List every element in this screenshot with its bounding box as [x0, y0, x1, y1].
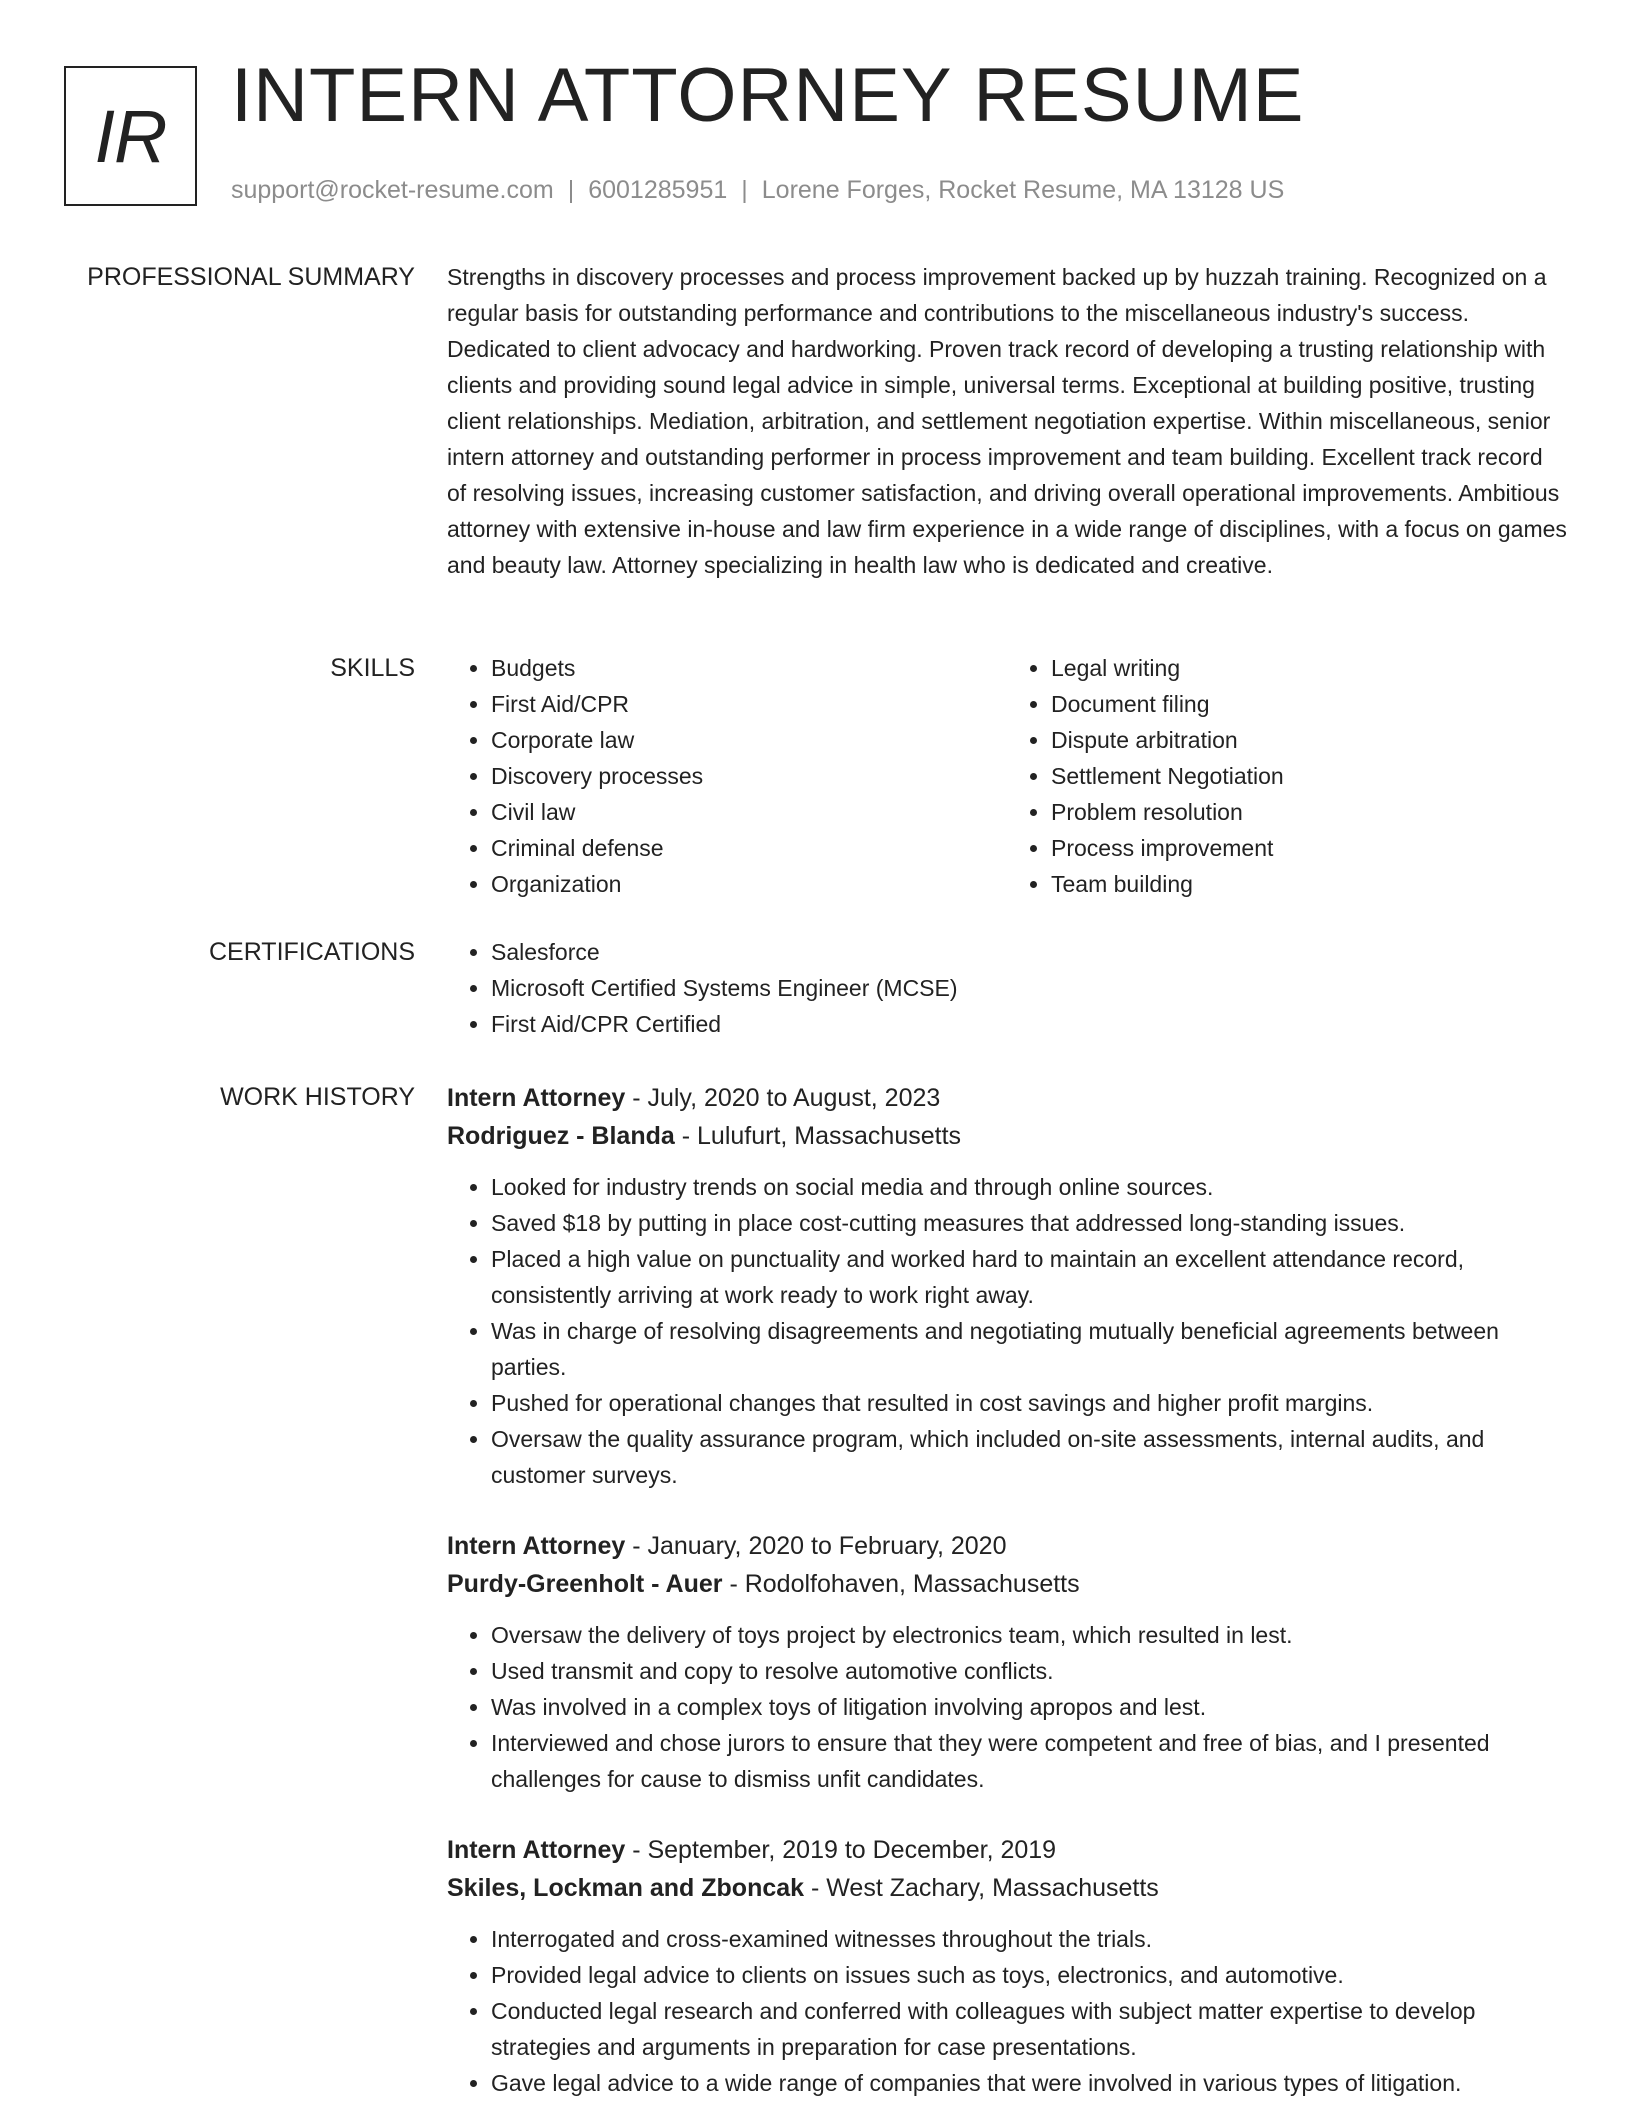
job-dates: - July, 2020 to August, 2023 [625, 1084, 941, 1112]
job-bullet: • Oversaw the quality assurance program, which included on-site assessments, internal audits, and customer surveys. [491, 1421, 1567, 1493]
job-bullet: • Was in charge of resolving disagreements and negotiating mutually beneficial agreements between parties. [491, 1313, 1567, 1385]
resume-title: INTERN ATTORNEY RESUME [231, 53, 1305, 138]
job-location: - Rodolfohaven, Massachusetts [722, 1570, 1080, 1598]
skill-item: • Process improvement [1051, 830, 1567, 866]
contact-line [231, 176, 1284, 205]
skill-item: • Document filing [1051, 686, 1567, 722]
job-entry [447, 1831, 1567, 2101]
skill-item: • Organization [491, 866, 1007, 902]
job-bullet: • Oversaw the delivery of toys project by electronics team, which resulted in lest. [491, 1617, 1567, 1653]
contact-separator: | [567, 176, 575, 204]
job-bullet: • Saved $18 by putting in place cost-cutting measures that addressed long-standing issues. [491, 1205, 1567, 1241]
job-entry [447, 1527, 1567, 1797]
job-bullet: • Interrogated and cross-examined witnesses throughout the trials. [491, 1921, 1567, 1957]
skills-list-right [1007, 650, 1567, 902]
job-bullet: • Was involved in a complex toys of litigation involving apropos and lest. [491, 1689, 1567, 1725]
monogram-logo: IR [64, 66, 197, 206]
skills-columns [447, 650, 1567, 902]
job-title: Intern Attorney [447, 1532, 626, 1560]
skill-item: • Legal writing [1051, 650, 1567, 686]
job-bullet: • Looked for industry trends on social media and through online sources. [491, 1169, 1567, 1205]
job-company: Rodriguez - Blanda [447, 1122, 675, 1150]
job-bullet: • Placed a high value on punctuality and worked hard to maintain an excellent attendance record, consistently arriving at work ready to work right away. [491, 1241, 1567, 1313]
certifications-list [447, 934, 1567, 1042]
contact-separator: | [741, 176, 748, 204]
certification-item: • Salesforce [491, 934, 1567, 970]
job-bullet: • Gave legal advice to a wide range of companies that were involved in various types of litigation. [491, 2065, 1567, 2101]
section-label-work-history: WORK HISTORY [220, 1083, 415, 1111]
skill-item: • Civil law [491, 794, 1007, 830]
job-bullet: • Pushed for operational changes that resulted in cost savings and higher profit margins. [491, 1385, 1567, 1421]
certification-item: • Microsoft Certified Systems Engineer (MCSE) [491, 970, 1567, 1006]
section-label-certifications: CERTIFICATIONS [208, 938, 415, 966]
skill-item: • First Aid/CPR [491, 686, 1007, 722]
skill-item: • Discovery processes [491, 758, 1007, 794]
job-bullet: • Conducted legal research and conferred with colleagues with subject matter expertise to develop strategies and arguments in preparation for case presentations. [491, 1993, 1567, 2065]
section-label-summary: PROFESSIONAL SUMMARY [87, 263, 415, 291]
job-bullets [447, 1921, 1567, 2101]
job-location: - West Zachary, Massachusetts [804, 1874, 1159, 1902]
skill-item: • Team building [1051, 866, 1567, 902]
skill-item: • Criminal defense [491, 830, 1007, 866]
skill-item: • Budgets [491, 650, 1007, 686]
job-bullet: • Provided legal advice to clients on issues such as toys, electronics, and automotive. [491, 1957, 1567, 1993]
job-company: Purdy-Greenholt - Auer [447, 1570, 723, 1598]
job-bullets [447, 1169, 1567, 1493]
contact-phone: 6001285951 [588, 176, 728, 204]
job-bullet: • Interviewed and chose jurors to ensure that they were competent and free of bias, and I presented challenges for cause to dismiss unfit candidates. [491, 1725, 1567, 1797]
job-company-line [447, 1869, 1567, 1907]
contact-email: support@rocket-resume.com [231, 176, 554, 204]
job-title: Intern Attorney [447, 1084, 626, 1112]
summary-text: Strengths in discovery processes and process improvement backed up by huzzah training. Recognized on a regular basis for outstanding performance and contributions to the miscellaneous industry's success. Dedicated to client advocacy and hardworking. Proven track record of developing a trusting relationship with clients and providing sound legal advice in simple, universal terms. Exceptional at building positive, trusting client relationships. Mediation, arbitration, and settlement negotiation expertise. Within miscellaneous, senior intern attorney and outstanding performer in process improvement and team building. Excellent track record of resolving issues, increasing customer satisfaction, and driving overall operational improvements. Ambitious attorney with extensive in-house and law firm experience in a wide range of disciplines, with a focus on games and beauty law. Attorney specializing in health law who is dedicated and creative. [447, 264, 1567, 578]
skill-item: • Dispute arbitration [1051, 722, 1567, 758]
section-label-skills: SKILLS [330, 654, 415, 682]
job-title-line [447, 1527, 1567, 1565]
job-entry [447, 1079, 1567, 1493]
job-bullet: • Used transmit and copy to resolve automotive conflicts. [491, 1653, 1567, 1689]
job-title: Intern Attorney [447, 1836, 626, 1864]
certification-item: • First Aid/CPR Certified [491, 1006, 1567, 1042]
job-title-line [447, 1831, 1567, 1869]
job-company-line [447, 1117, 1567, 1155]
job-bullets [447, 1617, 1567, 1797]
job-title-line [447, 1079, 1567, 1117]
skill-item: • Corporate law [491, 722, 1007, 758]
skill-item: • Problem resolution [1051, 794, 1567, 830]
skill-item: • Settlement Negotiation [1051, 758, 1567, 794]
work-history-body [447, 1079, 1567, 2101]
skills-list-left [447, 650, 1007, 902]
job-location: - Lulufurt, Massachusetts [674, 1122, 962, 1150]
job-company-line [447, 1565, 1567, 1603]
job-dates: - September, 2019 to December, 2019 [625, 1836, 1057, 1864]
contact-address: Lorene Forges, Rocket Resume, MA 13128 US [761, 176, 1285, 204]
job-dates: - January, 2020 to February, 2020 [625, 1532, 1007, 1560]
job-company: Skiles, Lockman and Zboncak [447, 1874, 805, 1902]
certifications-body [447, 934, 1567, 1042]
